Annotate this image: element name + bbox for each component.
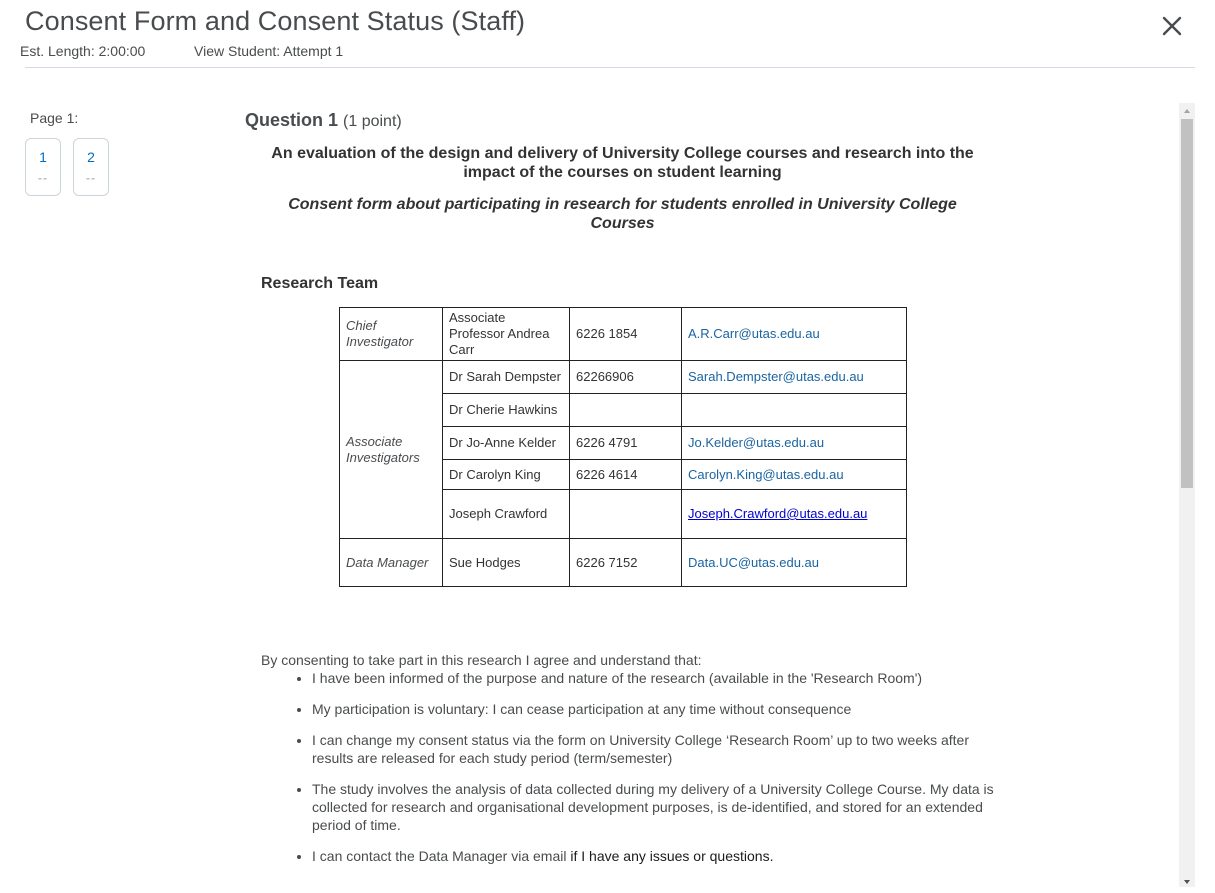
email-link[interactable]: Carolyn.King@utas.edu.au	[688, 466, 844, 482]
dialog-title: Consent Form and Consent Status (Staff)	[25, 6, 526, 36]
email-cell	[682, 361, 907, 394]
question-points: (1 point)	[343, 113, 402, 130]
name-cell: Joseph Crawford	[443, 490, 570, 539]
table-row	[340, 308, 907, 361]
role-cell: Associate Investigators	[340, 361, 443, 539]
header-divider	[25, 67, 1195, 68]
page-number: 2	[87, 149, 95, 165]
consent-list	[290, 669, 1012, 878]
list-item: • I can change my consent status via the form on University College ‘Research Room’ up to two weeks after results are released for each study period (term/semester)	[312, 731, 1012, 767]
email-cell	[682, 427, 907, 460]
triangle-down-icon	[1179, 876, 1195, 888]
view-student-attempt: View Student: Attempt 1	[194, 43, 344, 59]
list-item-text: if I have any issues or questions.	[570, 848, 774, 864]
research-team-table	[339, 307, 907, 587]
email-cell	[682, 490, 907, 539]
email-cell	[682, 394, 907, 427]
email-link[interactable]: Sarah.Dempster@utas.edu.au	[688, 369, 864, 384]
question-number: Question 1	[245, 110, 339, 130]
dialog-header	[0, 0, 1215, 68]
list-item	[312, 847, 1012, 865]
page-button-2[interactable]	[73, 138, 109, 196]
email-cell	[682, 460, 907, 490]
email-link[interactable]: Data.UC@utas.edu.au	[688, 554, 819, 570]
role-cell: Chief Investigator	[340, 308, 443, 361]
email-cell	[682, 539, 907, 587]
role-cell: Data Manager	[340, 539, 443, 587]
scroll-up-button[interactable]	[1179, 103, 1195, 119]
list-item: • My participation is voluntary: I can cease participation at any time without consequence	[312, 700, 1012, 718]
research-team-heading: Research Team	[261, 275, 379, 292]
scrollbar-thumb[interactable]	[1181, 119, 1193, 488]
study-title: An evaluation of the design and delivery of University College courses and research into the impact of the courses on student learning	[271, 145, 974, 181]
page-status: --	[86, 171, 96, 185]
email-link[interactable]: A.R.Carr@utas.edu.au	[688, 326, 820, 341]
name-cell: Dr Cherie Hawkins	[443, 394, 570, 427]
est-length: Est. Length: 2:00:00	[20, 43, 146, 59]
phone-cell: 6226 4614	[570, 460, 682, 490]
phone-cell	[570, 394, 682, 427]
email-cell	[682, 308, 907, 361]
question-heading	[245, 110, 402, 131]
list-item: • The study involves the analysis of data collected during my delivery of a University College Course. My data is collected for research and organisational development purposes, is de-identified, and stored for an extended period of time.	[312, 780, 1012, 834]
page-label: Page 1:	[30, 110, 79, 126]
page-button-1[interactable]	[25, 138, 61, 196]
page-status: --	[38, 171, 48, 185]
close-button[interactable]	[1160, 14, 1184, 38]
phone-cell: 6226 4791	[570, 427, 682, 460]
phone-cell: 6226 1854	[570, 308, 682, 361]
phone-cell: 62266906	[570, 361, 682, 394]
list-item-text: I can contact the Data Manager via email	[312, 848, 571, 864]
close-icon	[1160, 14, 1184, 38]
phone-cell: 6226 7152	[570, 539, 682, 587]
scroll-down-button[interactable]	[1179, 875, 1195, 887]
triangle-up-icon	[1179, 103, 1195, 119]
name-cell: Dr Carolyn King	[443, 460, 570, 490]
table-row	[340, 539, 907, 587]
page-number: 1	[39, 149, 47, 165]
phone-cell	[570, 490, 682, 539]
name-cell: Sue Hodges	[443, 539, 570, 587]
name-cell: Associate Professor Andrea Carr	[443, 308, 570, 361]
email-link[interactable]: Joseph.Crawford@utas.edu.au	[688, 506, 868, 521]
name-cell: Dr Jo-Anne Kelder	[443, 427, 570, 460]
table-row	[340, 361, 907, 394]
consent-intro: By consenting to take part in this research I agree and understand that:	[261, 652, 702, 668]
form-subtitle: Consent form about participating in research for students enrolled in University College Courses	[288, 196, 957, 232]
name-cell: Dr Sarah Dempster	[443, 361, 570, 394]
email-link[interactable]: Jo.Kelder@utas.edu.au	[688, 435, 825, 450]
list-item: • I have been informed of the purpose and nature of the research (available in the 'Research Room')	[312, 669, 1012, 687]
